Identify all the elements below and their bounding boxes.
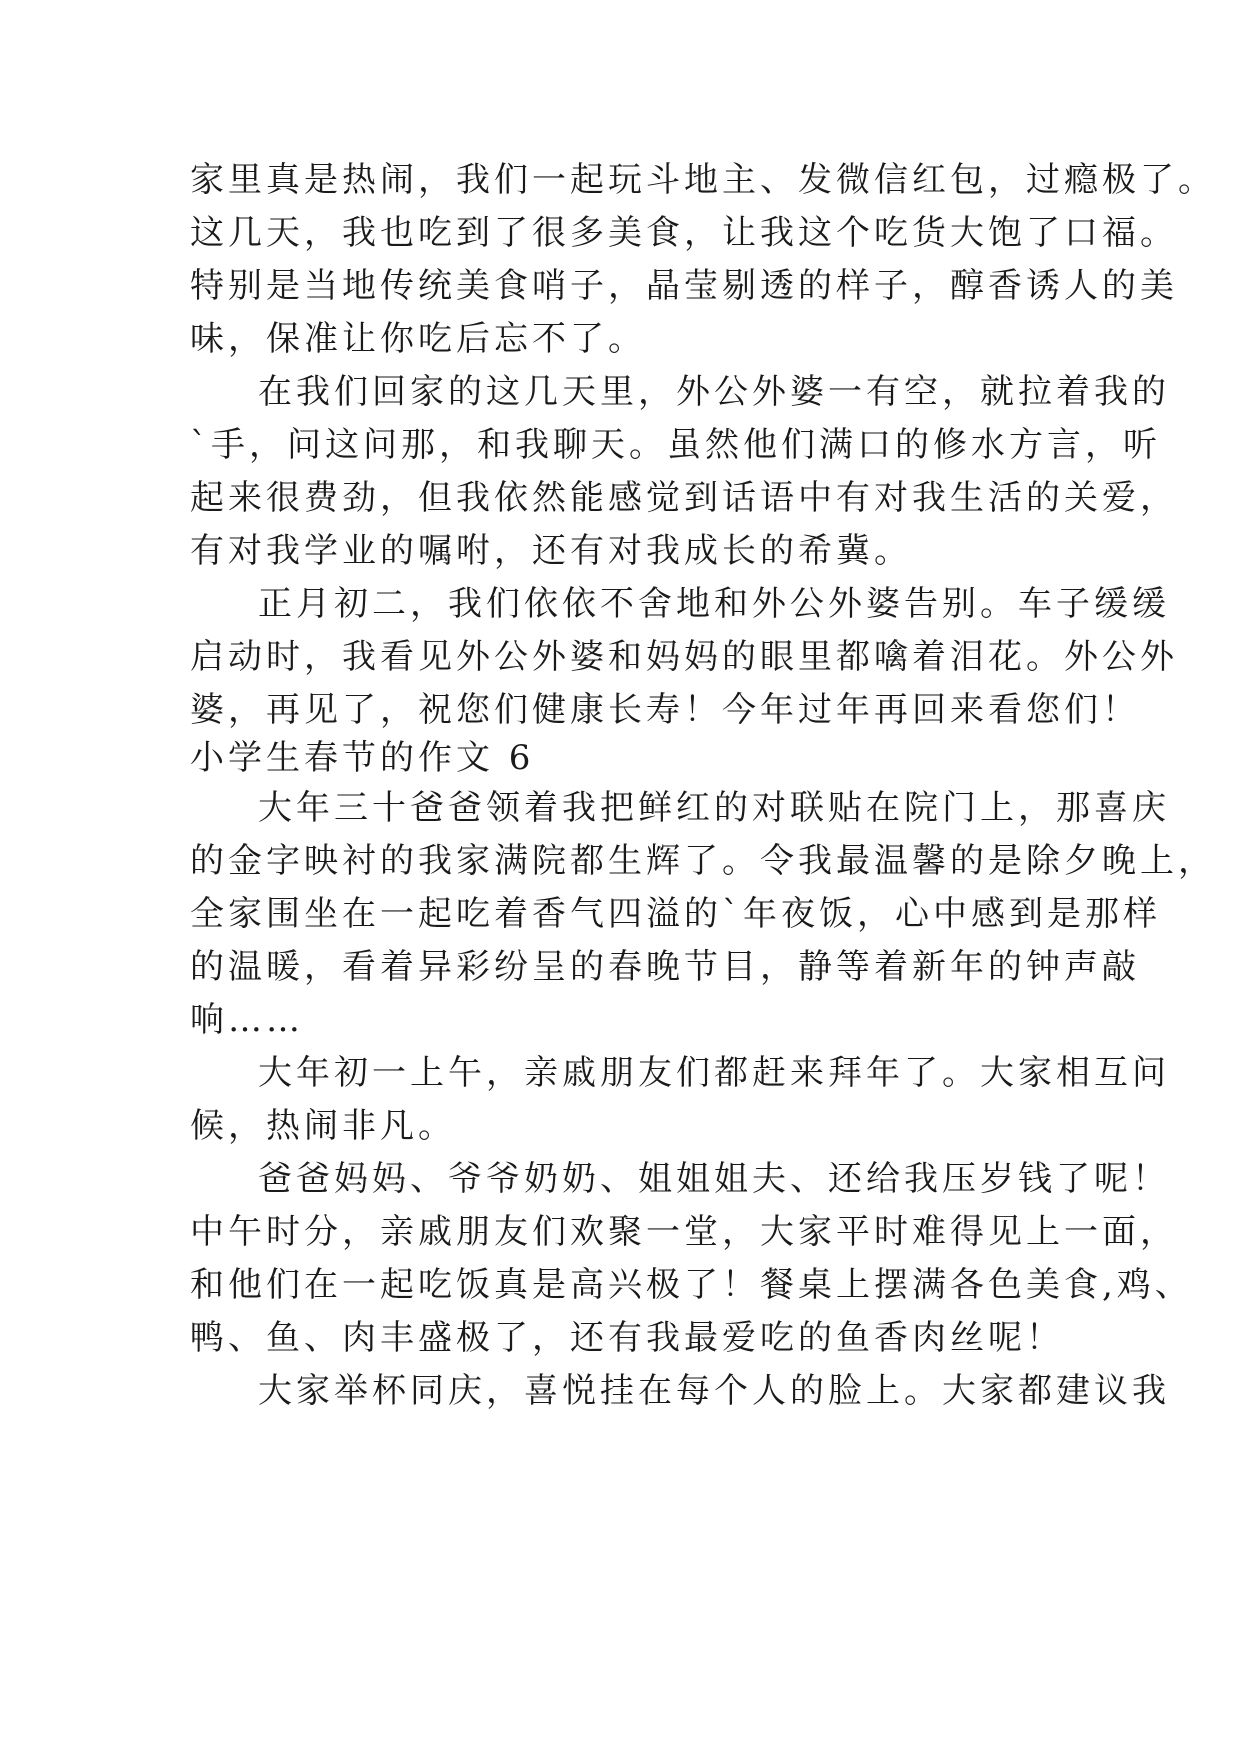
paragraph-start: 大年三十爸爸领着我把鲜红的对联贴在院门上，那喜庆: [258, 788, 1170, 828]
text-line: 鸭、鱼、肉丰盛极了，还有我最爱吃的鱼香肉丝呢！: [190, 1318, 1064, 1358]
text-line: 特别是当地传统美食哨子，晶莹剔透的样子，醇香诱人的美: [190, 266, 1178, 306]
text-line: 和他们在一起吃饭真是高兴极了！餐桌上摆满各色美食,鸡、: [190, 1265, 1193, 1305]
paragraph-start: 在我们回家的这几天里，外公外婆一有空，就拉着我的: [258, 372, 1170, 412]
text-line: 响……: [190, 1000, 304, 1040]
text-line: 婆，再见了，祝您们健康长寿！今年过年再回来看您们！: [190, 690, 1140, 730]
text-line: 全家围坐在一起吃着香气四溢的`年夜饭，心中感到是那样: [190, 894, 1161, 934]
paragraph-start: 大年初一上午，亲戚朋友们都赶来拜年了。大家相互问: [258, 1053, 1170, 1093]
text-line: 候，热闹非凡。: [190, 1106, 456, 1146]
text-line: 起来很费劲，但我依然能感觉到话语中有对我生活的关爱，: [190, 478, 1178, 518]
text-line: `手，问这问那，和我聊天。虽然他们满口的修水方言，听: [190, 425, 1161, 465]
text-line: 这几天，我也吃到了很多美食，让我这个吃货大饱了口福。: [190, 213, 1178, 253]
text-line: 启动时，我看见外公外婆和妈妈的眼里都噙着泪花。外公外: [190, 637, 1178, 677]
section-heading: 小学生春节的作文 6: [190, 738, 535, 778]
text-line: 有对我学业的嘱咐，还有对我成长的希冀。: [190, 531, 912, 571]
text-line: 的温暖，看着异彩纷呈的春晚节目，静等着新年的钟声敲: [190, 947, 1140, 987]
paragraph-start: 大家举杯同庆，喜悦挂在每个人的脸上。大家都建议我: [258, 1371, 1170, 1411]
text-line: 中午时分，亲戚朋友们欢聚一堂，大家平时难得见上一面，: [190, 1212, 1178, 1252]
text-line: 家里真是热闹，我们一起玩斗地主、发微信红包，过瘾极了。: [190, 160, 1216, 200]
paragraph-start: 正月初二，我们依依不舍地和外公外婆告别。车子缓缓: [258, 584, 1170, 624]
paragraph-start: 爸爸妈妈、爷爷奶奶、姐姐姐夫、还给我压岁钱了呢！: [258, 1159, 1170, 1199]
text-line: 味，保准让你吃后忘不了。: [190, 319, 646, 359]
text-line: 的金字映衬的我家满院都生辉了。令我最温馨的是除夕晚上，: [190, 841, 1216, 881]
